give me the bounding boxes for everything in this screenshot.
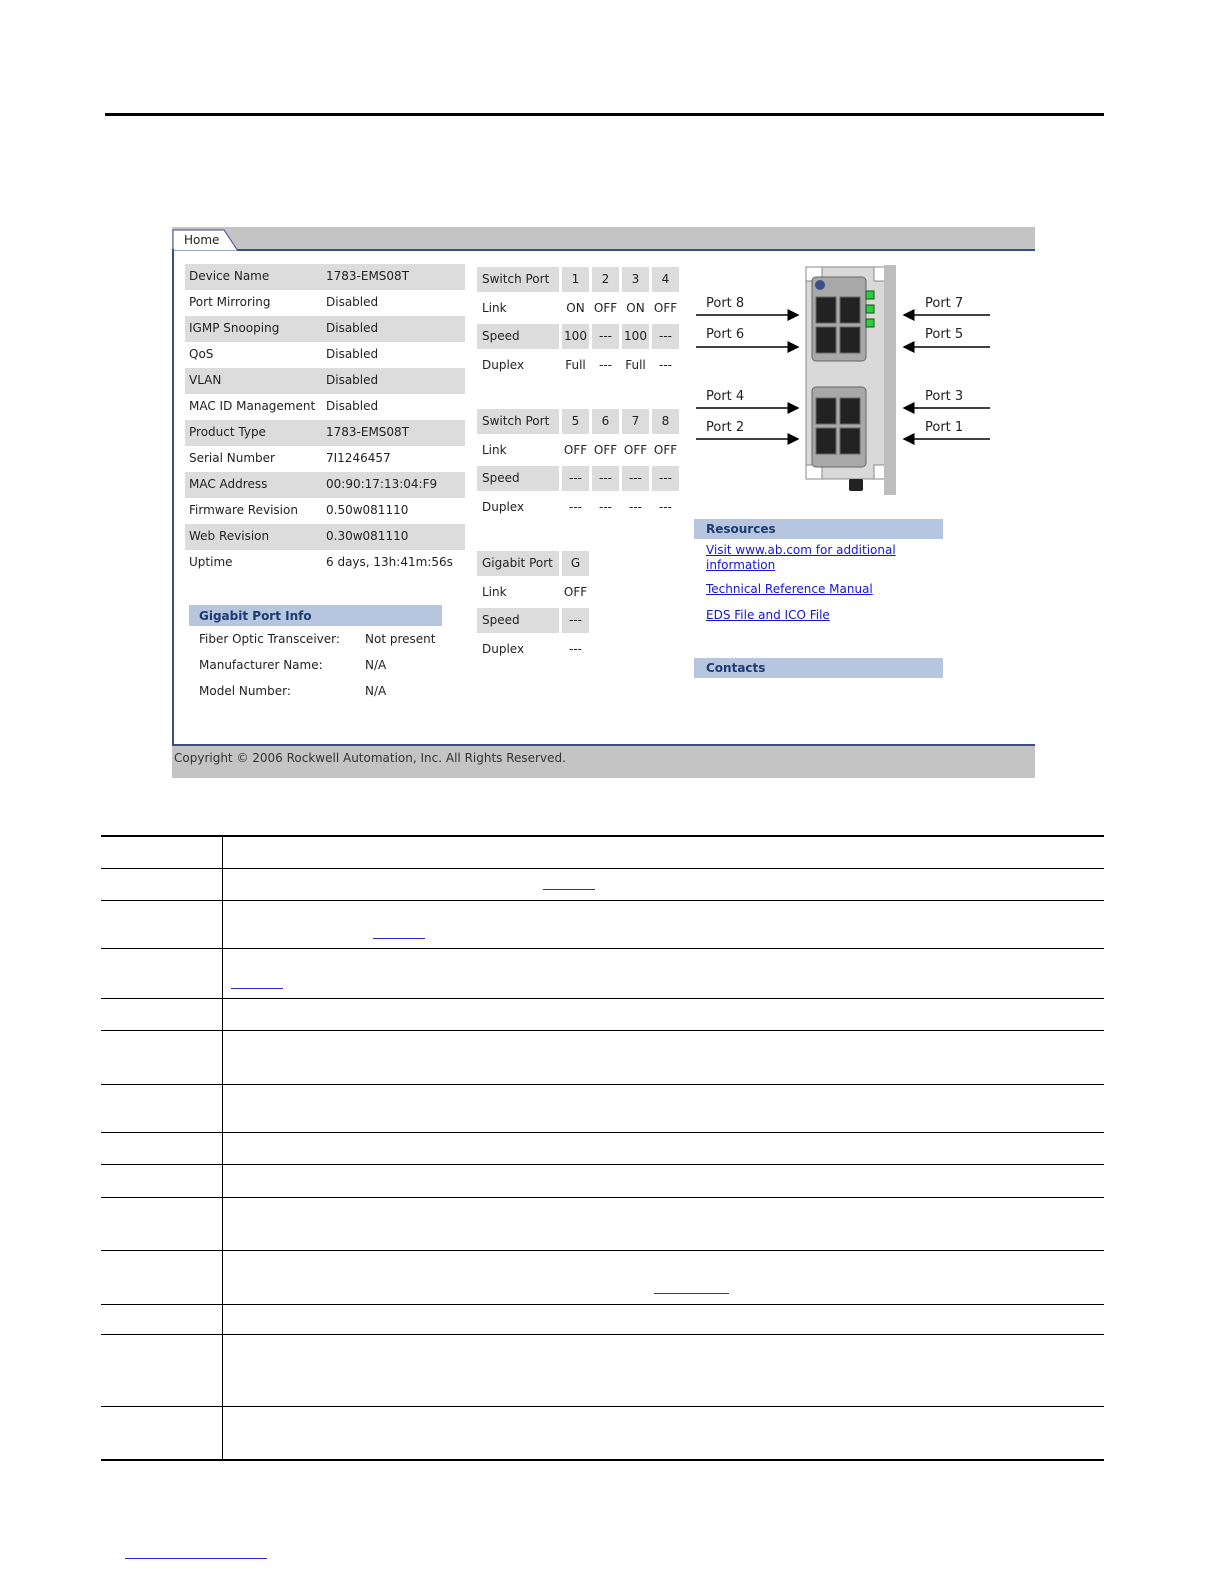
device-info-key: Product Type	[189, 425, 266, 439]
port-status-value: ---	[569, 500, 582, 514]
table-rule	[101, 868, 1104, 869]
footer-link[interactable]	[125, 1558, 267, 1559]
port-table-header: Switch Port	[477, 409, 559, 434]
port-status-value: ---	[622, 466, 649, 491]
tab-home-label: Home	[184, 233, 220, 247]
gigabit-port-info-heading	[189, 605, 442, 626]
port-8-label: Port 8	[706, 296, 745, 311]
device-info-row	[185, 368, 465, 394]
tab-bar	[172, 227, 1035, 251]
cross-reference-link[interactable]	[543, 889, 595, 890]
device-info-value: Disabled	[326, 347, 379, 361]
port-status-value: ON	[626, 301, 645, 315]
device-info-key: MAC Address	[189, 477, 268, 491]
device-info-value: Disabled	[326, 321, 379, 335]
port-3-label: Port 3	[925, 389, 964, 404]
device-info-row	[185, 472, 465, 498]
resources-title: Resources	[706, 522, 776, 536]
technical-reference-manual-link[interactable]: Technical Reference Manual	[706, 582, 873, 596]
table-rule	[101, 948, 1104, 949]
device-info-key: IGMP Snooping	[189, 321, 280, 335]
device-info-value: 1783-EMS08T	[326, 269, 410, 283]
port-row-label: Speed	[477, 324, 559, 349]
port-status-value: ---	[562, 466, 589, 491]
port-status-value: ---	[599, 358, 612, 372]
gigabit-info-key: Manufacturer Name:	[199, 658, 323, 672]
device-info-value: Disabled	[326, 399, 379, 413]
port-status-value: OFF	[563, 585, 588, 599]
ab-website-link-cont[interactable]: information	[706, 558, 776, 572]
home-page-screenshot	[172, 227, 1035, 776]
device-info-row	[185, 420, 465, 446]
gigabit-info-value: N/A	[365, 684, 387, 698]
port-number-cell: 3	[622, 267, 649, 292]
port-status-value: ---	[659, 500, 672, 514]
port-row-label: Link	[482, 443, 507, 457]
port-1-label: Port 1	[925, 420, 964, 435]
port-table-header: Switch Port	[477, 267, 559, 292]
table-rule	[101, 1304, 1104, 1305]
copyright-text: Copyright © 2006 Rockwell Automation, Inc. All Rights Reserved.	[174, 751, 566, 765]
port-number-cell: 4	[652, 267, 679, 292]
device-info-row	[185, 524, 465, 550]
device-info-value: 00:90:17:13:04:F9	[326, 477, 438, 491]
device-info-value: 0.50w081110	[326, 503, 409, 517]
port-number-cell: 5	[562, 409, 589, 434]
device-info-key: Firmware Revision	[189, 503, 298, 517]
port-status-value: ON	[566, 301, 585, 315]
port-status-table	[477, 409, 682, 524]
port-number-cell: 2	[592, 267, 619, 292]
port-number-cell: 1	[562, 267, 589, 292]
port-status-value: Full	[625, 358, 646, 372]
port-status-value: ---	[652, 466, 679, 491]
device-info-key: Device Name	[189, 269, 270, 283]
table-rule	[101, 1164, 1104, 1165]
port-status-value: Full	[565, 358, 586, 372]
device-info-row	[185, 498, 465, 524]
port-status-value: OFF	[623, 443, 648, 457]
device-info-row	[185, 316, 465, 342]
device-info-value: Disabled	[326, 295, 379, 309]
table-rule	[101, 998, 1104, 999]
cross-reference-link[interactable]	[654, 1293, 729, 1294]
port-status-table	[477, 551, 682, 666]
port-status-value: OFF	[593, 443, 618, 457]
table-rule	[101, 1334, 1104, 1335]
port-5-label: Port 5	[925, 327, 964, 342]
port-status-value: OFF	[593, 301, 618, 315]
cross-reference-link[interactable]	[231, 988, 283, 989]
switch-device-image	[806, 265, 896, 495]
device-info-key: VLAN	[189, 373, 222, 387]
device-info-row	[185, 264, 465, 290]
port-status-value: 100	[562, 324, 589, 349]
contacts-title: Contacts	[706, 661, 766, 675]
gigabit-port-info-title: Gigabit Port Info	[199, 609, 312, 623]
resources-heading	[694, 519, 943, 539]
port-number-cell: 6	[592, 409, 619, 434]
table-rule	[101, 1030, 1104, 1031]
device-info-key: MAC ID Management	[189, 399, 316, 413]
port-6-label: Port 6	[706, 327, 745, 342]
port-status-value: ---	[592, 466, 619, 491]
contacts-heading	[694, 658, 943, 678]
port-status-value: ---	[629, 500, 642, 514]
cross-reference-link[interactable]	[373, 938, 425, 939]
device-info-key: Serial Number	[189, 451, 275, 465]
table-rule	[101, 1084, 1104, 1085]
ab-website-link[interactable]: Visit www.ab.com for additional	[706, 543, 896, 557]
port-number-cell: 8	[652, 409, 679, 434]
device-info-row	[185, 394, 465, 420]
device-info-row	[185, 342, 465, 368]
page-top-rule	[105, 113, 1104, 116]
device-info-value: Disabled	[326, 373, 379, 387]
port-status-value: 100	[622, 324, 649, 349]
port-status-value: OFF	[563, 443, 588, 457]
table-rule	[101, 1406, 1104, 1407]
device-info-row	[185, 446, 465, 472]
port-2-label: Port 2	[706, 420, 745, 435]
switch-port-diagram	[694, 265, 994, 495]
port-status-value: OFF	[653, 301, 678, 315]
eds-file-link[interactable]: EDS File and ICO File	[706, 608, 830, 622]
port-4-label: Port 4	[706, 389, 745, 404]
device-info-value: 1783-EMS08T	[326, 425, 410, 439]
device-info-key: Port Mirroring	[189, 295, 271, 309]
table-rule	[101, 1132, 1104, 1133]
port-number-cell: G	[562, 551, 589, 576]
device-info-table	[185, 264, 465, 576]
device-info-row	[185, 550, 465, 576]
device-info-key: Uptime	[189, 555, 233, 569]
device-info-value: 6 days, 13h:41m:56s	[326, 555, 453, 569]
port-row-label: Duplex	[482, 358, 525, 372]
table-rule	[101, 1250, 1104, 1251]
table-column-divider	[222, 836, 223, 1460]
content-left-border	[172, 249, 174, 746]
copyright-footer	[172, 744, 1035, 778]
port-status-table	[477, 267, 682, 382]
device-info-key: Web Revision	[189, 529, 270, 543]
port-row-label: Speed	[477, 466, 559, 491]
port-status-value: ---	[659, 358, 672, 372]
table-rule	[101, 900, 1104, 901]
device-info-value: 0.30w081110	[326, 529, 409, 543]
port-status-value: ---	[652, 324, 679, 349]
gigabit-info-key: Fiber Optic Transceiver:	[199, 632, 340, 646]
table-rule	[101, 1459, 1104, 1461]
device-info-row	[185, 290, 465, 316]
port-table-header: Gigabit Port	[477, 551, 559, 576]
device-info-key: QoS	[189, 347, 214, 361]
gigabit-info-value: Not present	[365, 632, 436, 646]
port-7-label: Port 7	[925, 296, 964, 311]
table-rule	[101, 835, 1104, 837]
port-row-label: Link	[482, 585, 507, 599]
port-row-label: Link	[482, 301, 507, 315]
port-status-value: ---	[569, 642, 582, 656]
port-status-value: ---	[599, 500, 612, 514]
port-row-label: Speed	[477, 608, 559, 633]
gigabit-info-key: Model Number:	[199, 684, 291, 698]
port-status-value: OFF	[653, 443, 678, 457]
gigabit-info-value: N/A	[365, 658, 387, 672]
port-status-value: ---	[592, 324, 619, 349]
port-status-value: ---	[562, 608, 589, 633]
port-row-label: Duplex	[482, 642, 525, 656]
table-rule	[101, 1197, 1104, 1198]
port-number-cell: 7	[622, 409, 649, 434]
device-info-value: 7I1246457	[326, 451, 391, 465]
port-row-label: Duplex	[482, 500, 525, 514]
